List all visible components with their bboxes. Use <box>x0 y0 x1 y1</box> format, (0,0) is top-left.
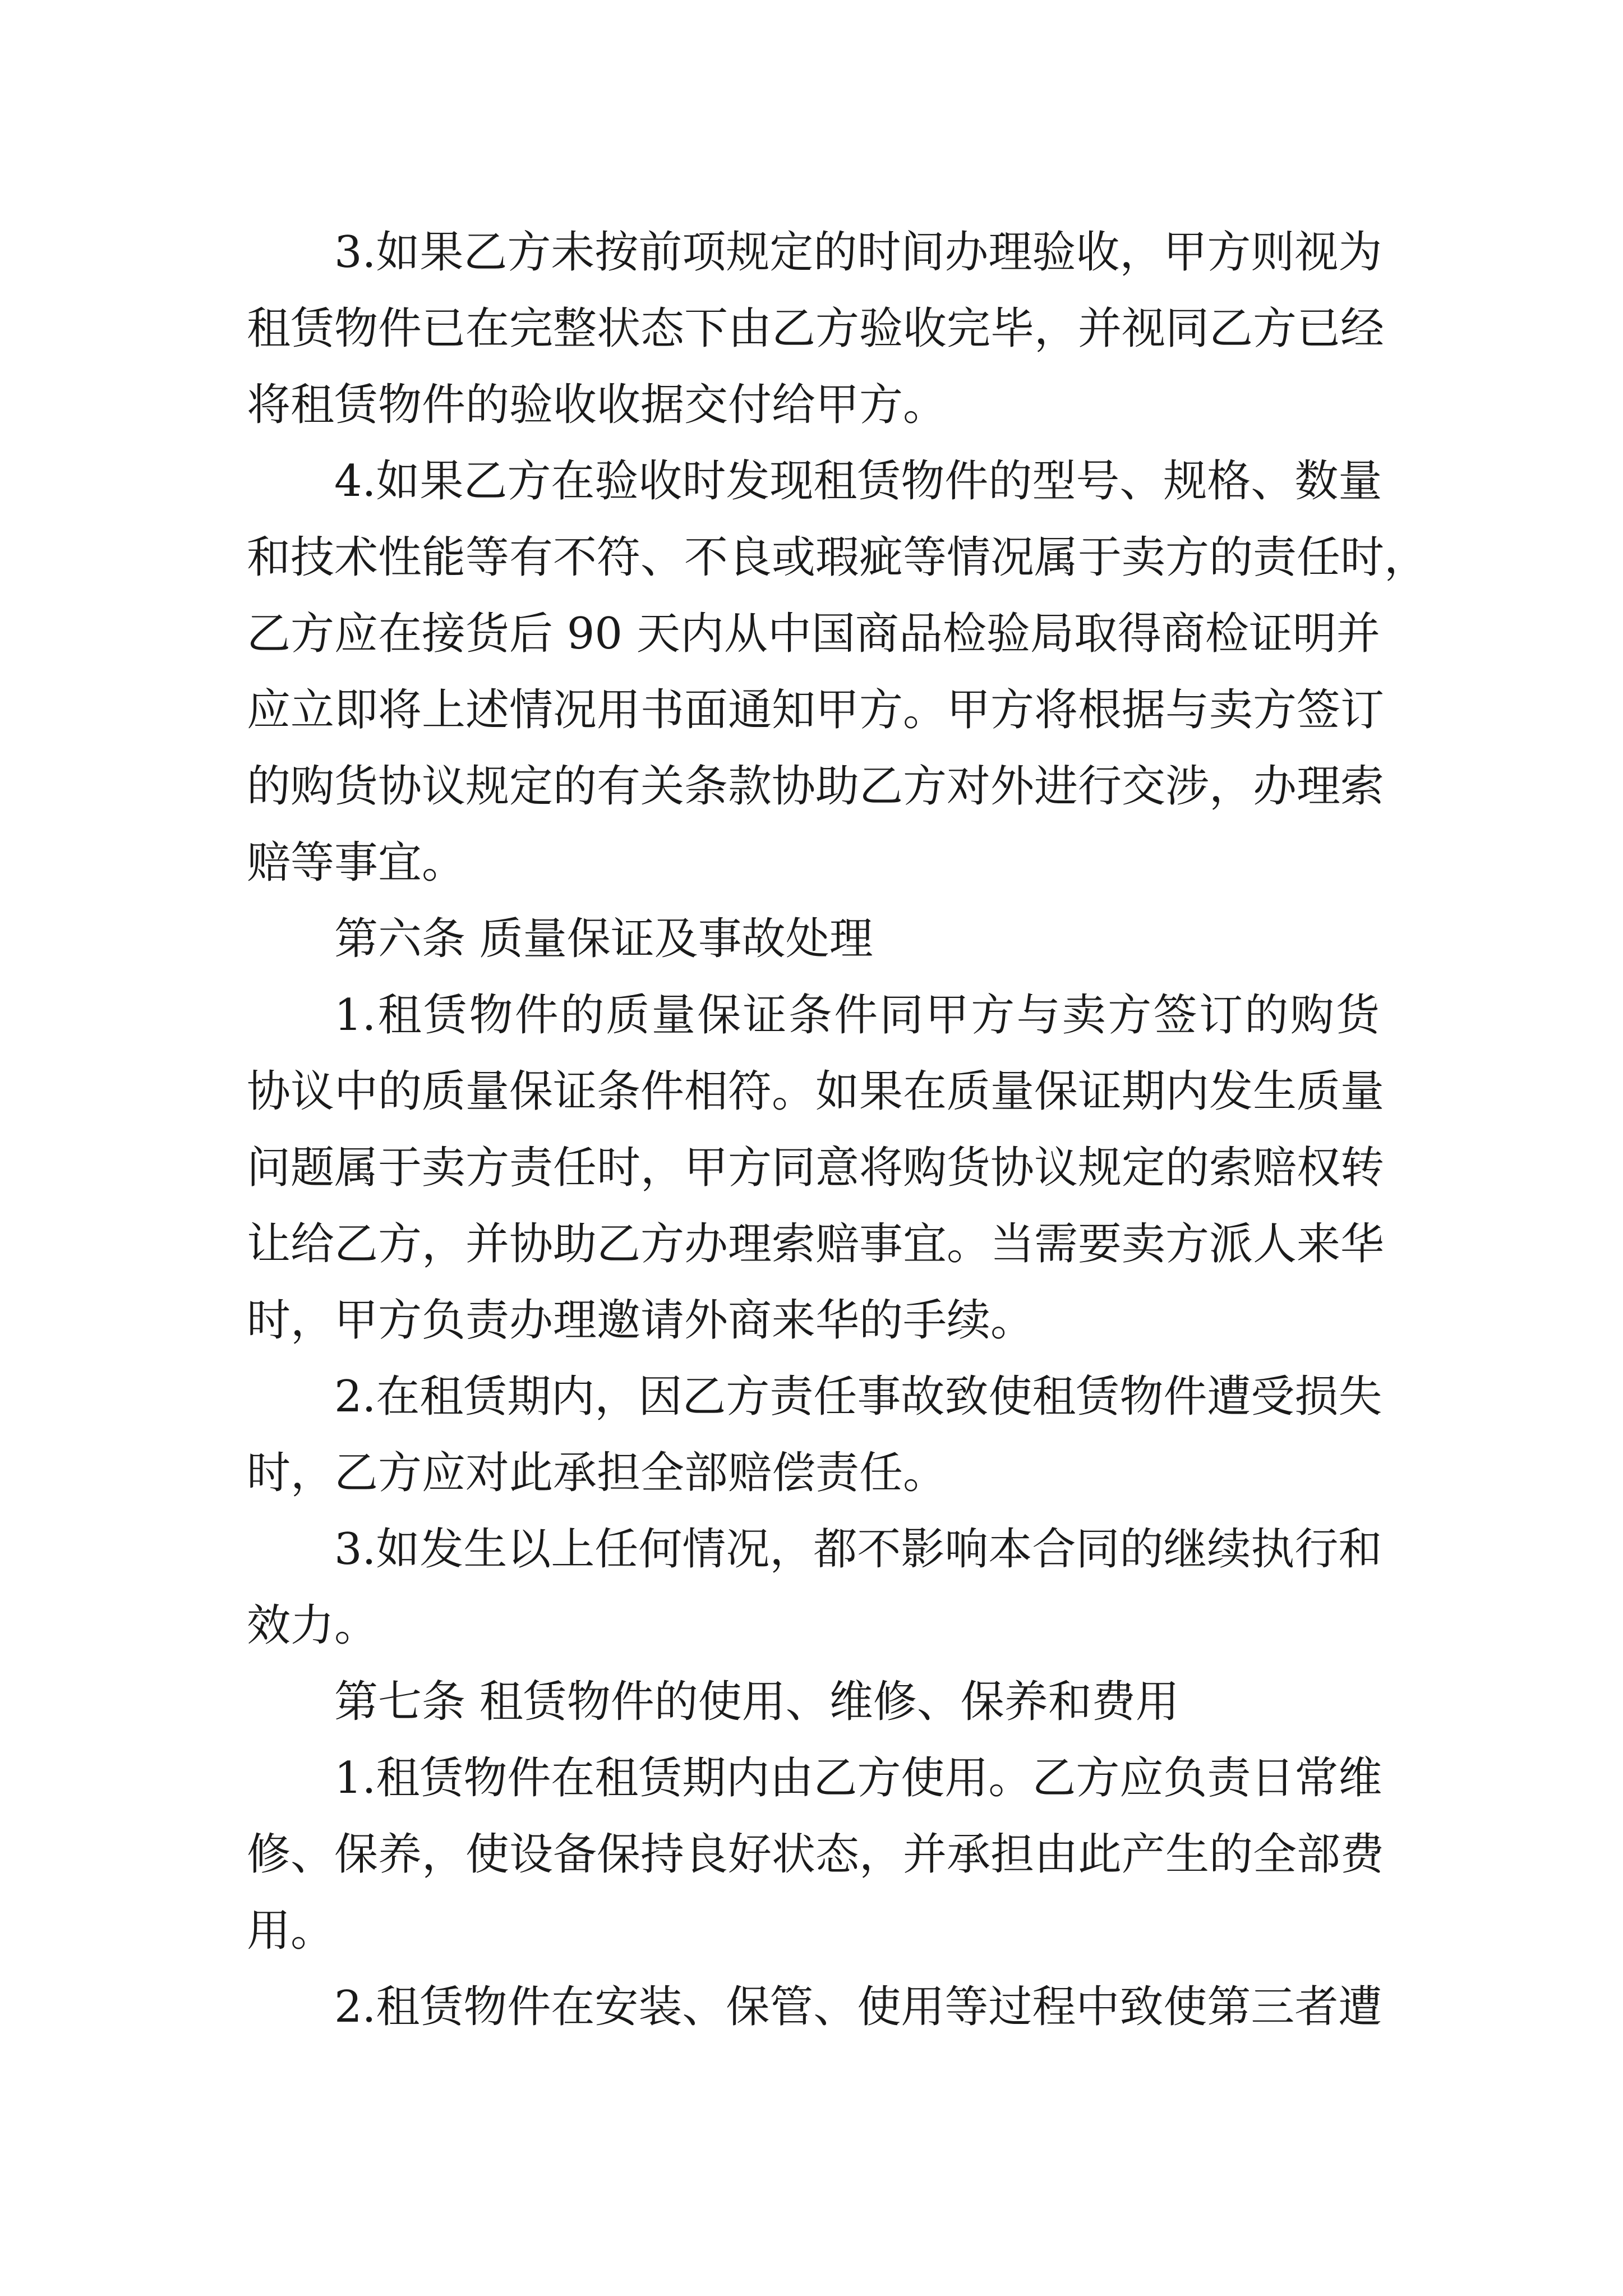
paragraph-line: 3.如果乙方未按前项规定的时间办理验收，甲方则视为 <box>334 227 1382 278</box>
paragraph-line: 2.在租赁期内，因乙方责任事故致使租赁物件遭受损失 <box>334 1372 1382 1422</box>
paragraph-line: 让给乙方，并协助乙方办理索赔事宜。当需要卖方派人来华 <box>247 1219 1385 1269</box>
paragraph-line: 1.租赁物件的质量保证条件同甲方与卖方签订的购货 <box>334 990 1380 1041</box>
paragraph-line: 赔等事宜。 <box>247 838 466 888</box>
paragraph-line: 1.租赁物件在租赁期内由乙方使用。乙方应负责日常维 <box>334 1753 1382 1803</box>
section-heading: 第七条 租赁物件的使用、维修、保养和费用 <box>334 1677 1179 1727</box>
paragraph-line: 问题属于卖方责任时，甲方同意将购货协议规定的索赔权转 <box>247 1143 1385 1193</box>
paragraph-line: 修、保养，使设备保持良好状态，并承担由此产生的全部费 <box>247 1829 1385 1880</box>
document-body <box>247 214 1428 2045</box>
paragraph-line: 3.如发生以上任何情况，都不影响本合同的继续执行和 <box>334 1524 1382 1575</box>
paragraph-line: 用。 <box>247 1906 335 1956</box>
paragraph-line: 协议中的质量保证条件相符。如果在质量保证期内发生质量 <box>247 1066 1385 1117</box>
paragraph-line: 和技术性能等有不符、不良或瑕疵等情况属于卖方的责任时， <box>247 532 1428 583</box>
paragraph-line: 乙方应在接货后 90 天内从中国商品检验局取得商检证明并 <box>247 609 1380 659</box>
paragraph-line: 应立即将上述情况用书面通知甲方。甲方将根据与卖方签订 <box>247 685 1385 735</box>
paragraph-line: 租赁物件已在完整状态下由乙方验收完毕，并视同乙方已经 <box>247 303 1385 354</box>
paragraph-line: 效力。 <box>247 1600 379 1651</box>
paragraph-line: 的购货协议规定的有关条款协助乙方对外进行交涉，办理索 <box>247 761 1385 812</box>
paragraph-line: 4.如果乙方在验收时发现租赁物件的型号、规格、数量 <box>334 456 1382 507</box>
section-heading: 第六条 质量保证及事故处理 <box>334 914 873 964</box>
paragraph-line: 将租赁物件的验收收据交付给甲方。 <box>247 380 947 430</box>
paragraph-line: 时，甲方负责办理邀请外商来华的手续。 <box>247 1295 1035 1346</box>
paragraph-line: 时，乙方应对此承担全部赔偿责任。 <box>247 1448 947 1498</box>
paragraph-line: 2.租赁物件在安装、保管、使用等过程中致使第三者遭 <box>334 1982 1382 2032</box>
